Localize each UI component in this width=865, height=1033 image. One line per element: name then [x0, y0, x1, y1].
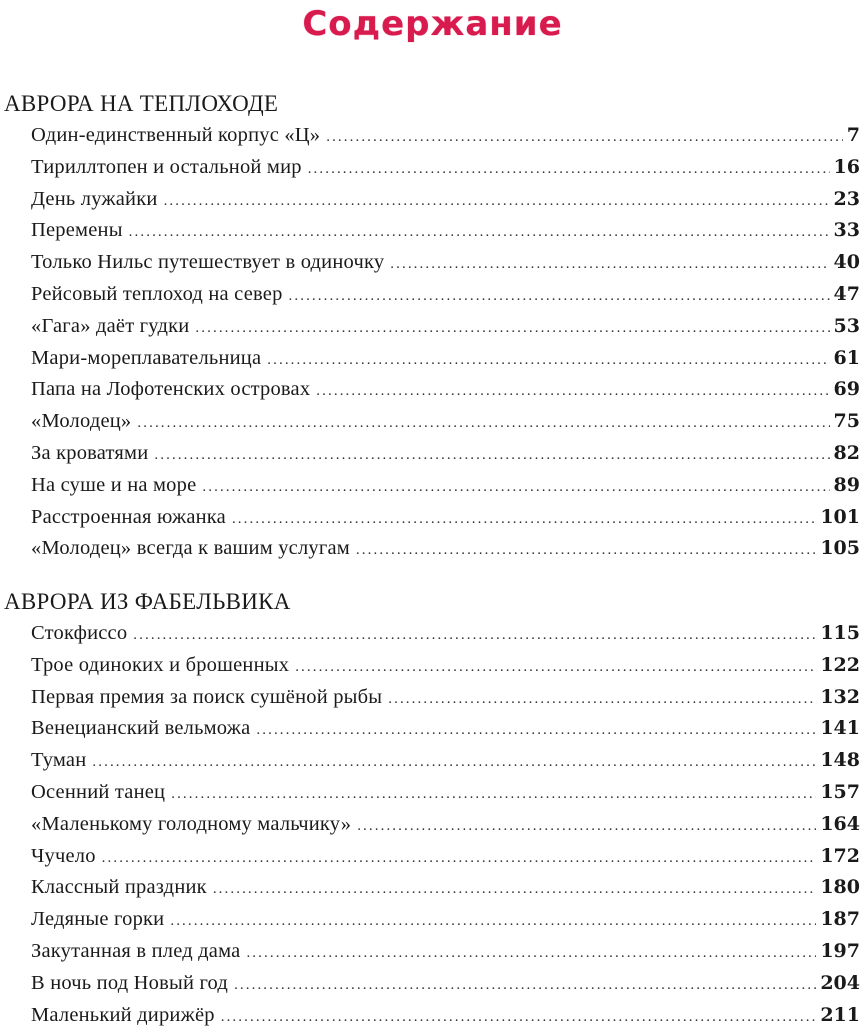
toc-entry[interactable]: [0, 279, 865, 311]
toc-entry-title: День лужайки: [31, 187, 158, 210]
toc-entry-title: За кроватями: [31, 441, 149, 464]
dot-leader: [289, 281, 830, 313]
toc-entry-title: «Молодец»: [31, 410, 132, 433]
dot-leader: [256, 715, 816, 747]
toc-entry-title: Тириллтопен и остальной мир: [31, 155, 302, 178]
section-heading: АВРОРА НА ТЕПЛОХОДЕ: [4, 91, 279, 116]
toc-entry[interactable]: [0, 343, 865, 375]
toc-entry-title: Маленький дирижёр: [31, 1003, 215, 1026]
dot-leader: [232, 504, 816, 536]
toc-entry-title: Папа на Лофотенских островах: [31, 378, 311, 401]
toc-entry-page: 172: [820, 844, 860, 867]
toc-entry-title: Трое одиноких и брошенных: [31, 653, 290, 676]
dot-leader: [213, 874, 817, 906]
toc-entry-title: Осенний танец: [31, 780, 166, 803]
toc-list: [0, 120, 865, 565]
toc-entry-page: 141: [820, 717, 860, 740]
toc-entry[interactable]: [0, 1000, 865, 1032]
toc-entry-page: 75: [833, 410, 860, 433]
toc-entry-title: Закутанная в плед дама: [31, 939, 241, 962]
toc-entry[interactable]: [0, 968, 865, 1000]
toc-entry[interactable]: [0, 682, 865, 714]
toc-entry-page: 101: [820, 505, 860, 528]
toc-entry[interactable]: [0, 936, 865, 968]
toc-entry-page: 148: [820, 749, 860, 772]
toc-entry-page: 164: [820, 812, 860, 835]
toc-entry-title: Один-единственный корпус «Ц»: [31, 124, 321, 146]
toc-entry-page: 23: [833, 187, 860, 210]
toc-entry-page: 122: [820, 653, 860, 676]
toc-entry-title: В ночь под Новый год: [31, 971, 229, 994]
toc-entry[interactable]: [0, 152, 865, 184]
toc-entry[interactable]: [0, 777, 865, 809]
toc-section-2: [0, 586, 865, 1031]
toc-entry-page: 89: [833, 473, 860, 496]
toc-entry-page: 105: [820, 537, 860, 560]
toc-entry-page: 16: [833, 155, 860, 178]
toc-entry-title: Перемены: [31, 219, 123, 242]
dot-leader: [133, 620, 816, 652]
dot-leader: [267, 345, 829, 377]
toc-entry-title: Венецианский вельможа: [31, 717, 251, 740]
toc-entry-title: Ледяные горки: [31, 908, 165, 931]
toc-entry-title: «Гага» даёт гудки: [31, 314, 190, 337]
dot-leader: [357, 811, 816, 843]
toc-entry-page: 47: [833, 282, 860, 305]
toc-entry-title: Стокфиссо: [31, 622, 128, 644]
toc-entry-page: 7: [846, 124, 860, 146]
toc-entry[interactable]: [0, 184, 865, 216]
dot-leader: [326, 122, 843, 154]
toc-entry[interactable]: [0, 470, 865, 502]
toc-entry[interactable]: [0, 502, 865, 534]
page-title: Содержание: [302, 4, 563, 44]
toc-entry-page: 180: [820, 876, 860, 899]
toc-entry-page: 40: [833, 251, 860, 274]
toc-entry-page: 82: [833, 441, 860, 464]
dot-leader: [202, 472, 829, 504]
dot-leader: [295, 652, 816, 684]
toc-entry[interactable]: [0, 841, 865, 873]
section-heading: АВРОРА ИЗ ФАБЕЛЬВИКА: [4, 589, 291, 614]
toc-entry-title: Чучело: [31, 844, 96, 867]
toc-entry-title: Рейсовый теплоход на север: [31, 282, 283, 305]
toc-entry-title: Расстроенная южанка: [31, 505, 226, 528]
toc-entry-page: 69: [833, 378, 860, 401]
toc-entry[interactable]: [0, 120, 865, 152]
toc-entry-title: Только Нильс путешествует в одиночку: [31, 251, 385, 274]
toc-entry-title: На суше и на море: [31, 473, 197, 496]
toc-entry[interactable]: [0, 618, 865, 650]
dot-leader: [170, 906, 816, 938]
toc-entry-title: «Маленькому голодному мальчику»: [31, 812, 352, 835]
toc-entry-title: «Молодец» всегда к вашим услугам: [31, 537, 350, 560]
dot-leader: [234, 970, 816, 1002]
dot-leader: [137, 408, 829, 440]
dot-leader: [129, 217, 830, 249]
toc-entry[interactable]: [0, 872, 865, 904]
toc-entry-title: Туман: [31, 749, 87, 772]
toc-entry-page: 157: [820, 780, 860, 803]
toc-entry[interactable]: [0, 247, 865, 279]
dot-leader: [390, 249, 829, 281]
dot-leader: [92, 747, 816, 779]
toc-section-1: [0, 88, 865, 565]
toc-entry[interactable]: [0, 438, 865, 470]
dot-leader: [154, 440, 829, 472]
toc-entry[interactable]: [0, 713, 865, 745]
toc-entry[interactable]: [0, 533, 865, 565]
toc-entry[interactable]: [0, 311, 865, 343]
toc-entry-page: 33: [833, 219, 860, 242]
toc-entry-page: 132: [820, 685, 860, 708]
toc-entry-page: 61: [833, 346, 860, 369]
toc-entry-page: 53: [833, 314, 860, 337]
toc-entry[interactable]: [0, 215, 865, 247]
toc-entry[interactable]: [0, 374, 865, 406]
toc-entry-title: Классный праздник: [31, 876, 207, 899]
toc-entry-title: Первая премия за поиск сушёной рыбы: [31, 685, 383, 708]
toc-entry-page: 211: [820, 1003, 860, 1026]
dot-leader: [195, 313, 829, 345]
toc-entry-page: 115: [820, 622, 860, 644]
dot-leader: [246, 938, 816, 970]
toc-entry[interactable]: [0, 406, 865, 438]
dot-leader: [388, 684, 816, 716]
toc-entry[interactable]: [0, 809, 865, 841]
toc-entry-title: Мари-мореплавательница: [31, 346, 262, 369]
toc-entry[interactable]: [0, 904, 865, 936]
toc-list: [0, 618, 865, 1031]
toc-entry-page: 204: [820, 971, 860, 994]
toc-entry-page: 197: [820, 939, 860, 962]
dot-leader: [102, 843, 817, 875]
dot-leader: [308, 154, 830, 186]
dot-leader: [164, 186, 830, 218]
toc-entry-page: 187: [820, 908, 860, 931]
dot-leader: [221, 1002, 817, 1033]
toc-entry[interactable]: [0, 745, 865, 777]
dot-leader: [316, 376, 829, 408]
toc-entry[interactable]: [0, 650, 865, 682]
dot-leader: [356, 535, 816, 567]
dot-leader: [171, 779, 816, 811]
